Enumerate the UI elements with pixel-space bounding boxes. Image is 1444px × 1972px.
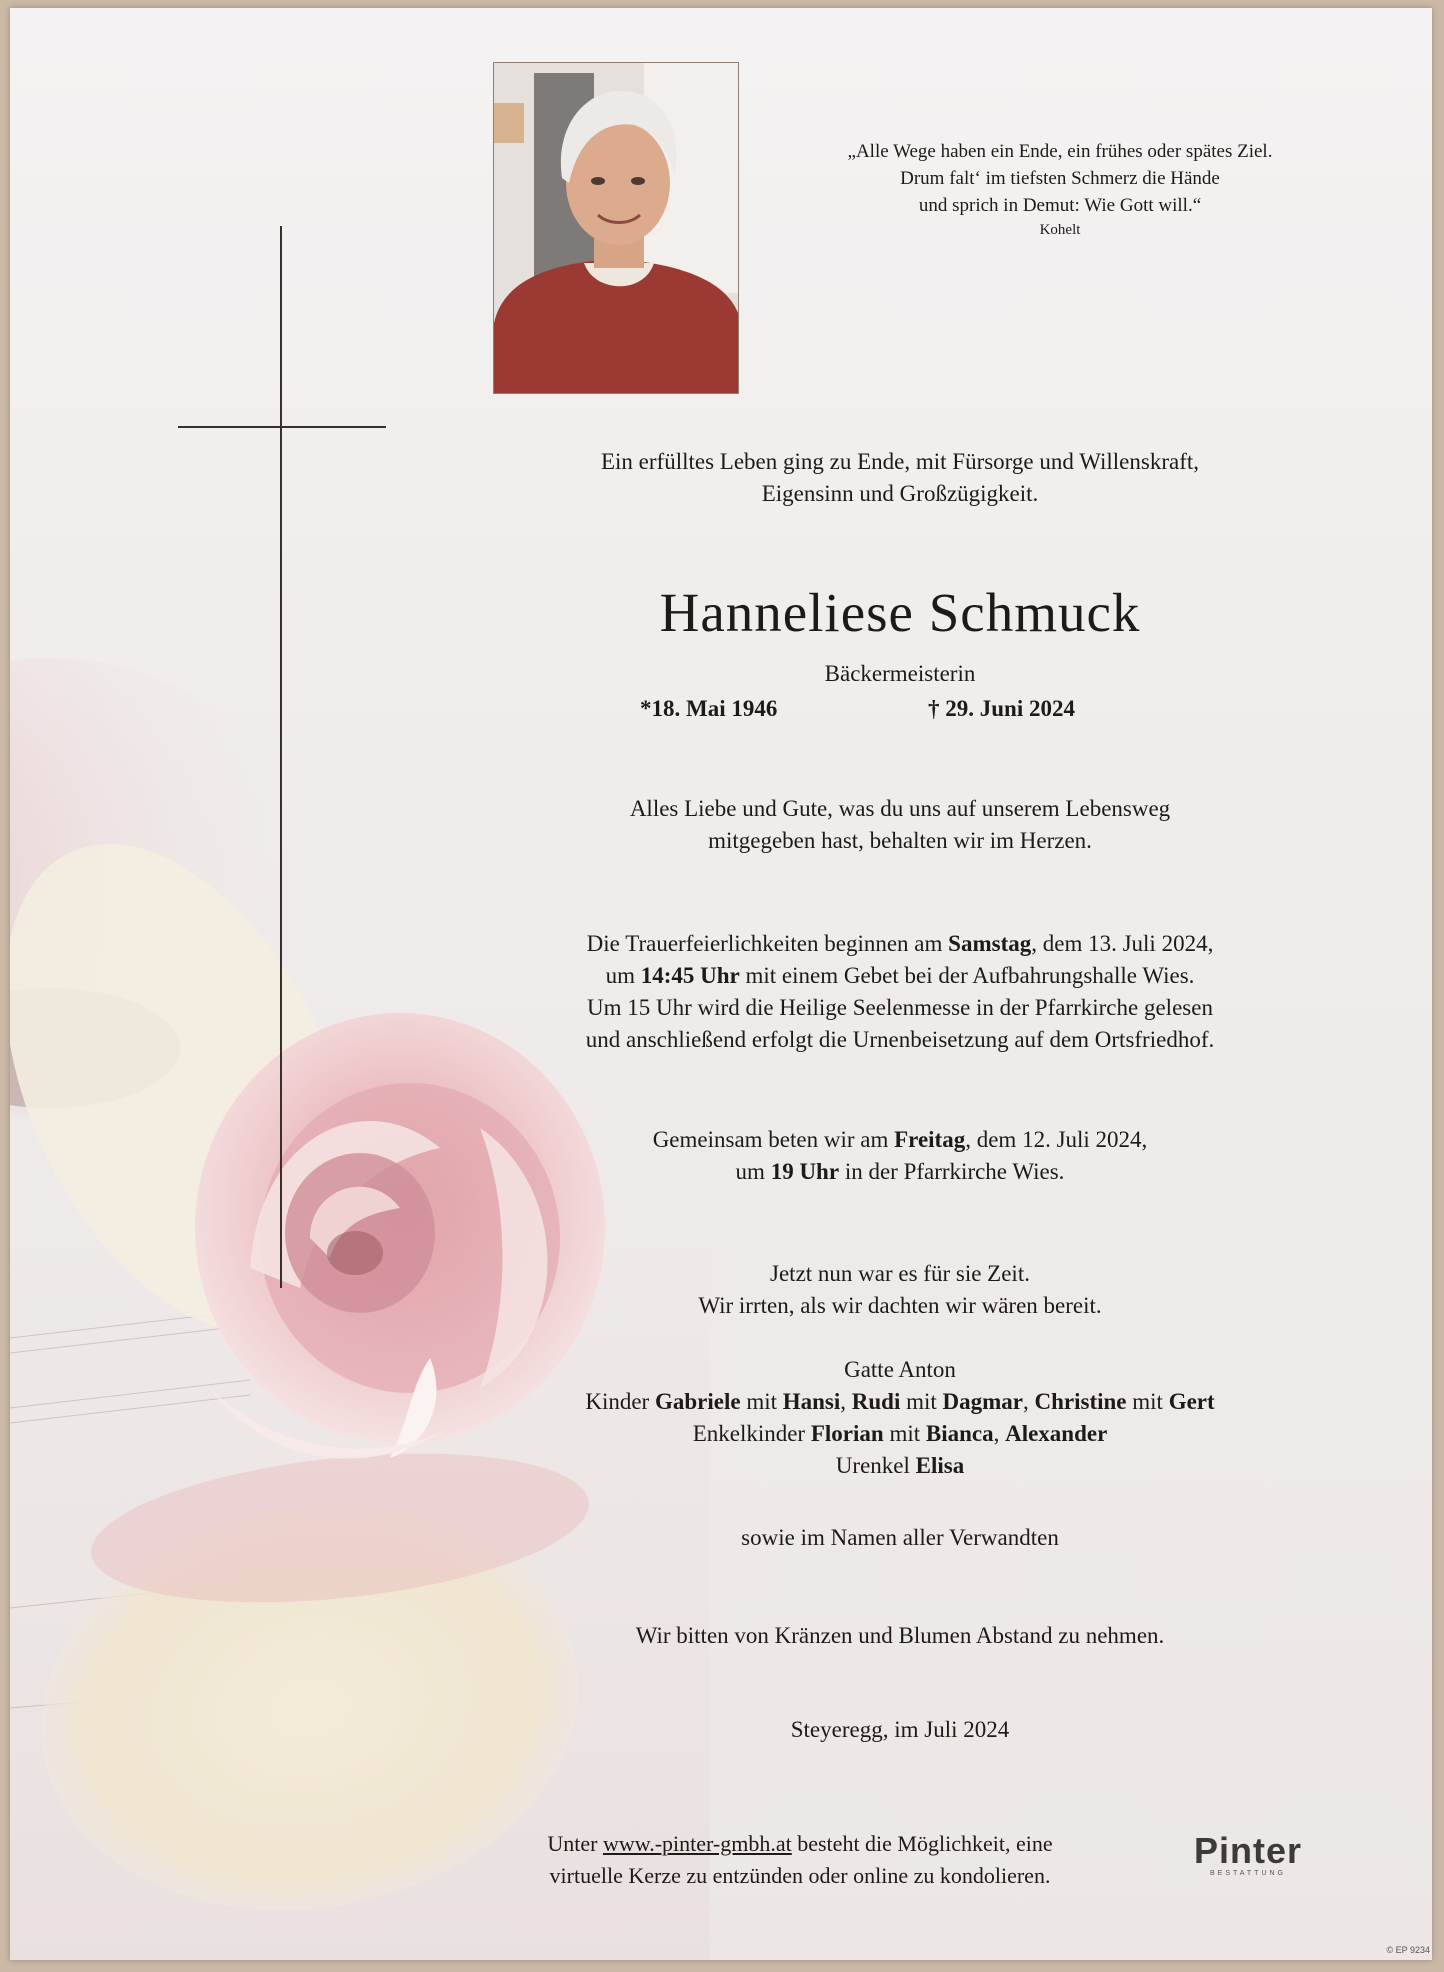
death-date: † 29. Juni 2024 [928,696,1075,721]
footer-line-2: virtuelle Kerze zu entzünden oder online zu kondolieren. [549,1863,1051,1888]
logo-subtitle: BESTATTUNG [1209,1870,1287,1877]
cross-vertical-bar [280,226,282,1288]
prayer-line-2: um 19 Uhr in der Pfarrkirche Wies. [735,1159,1065,1184]
family-greatgrandchildren: Urenkel Elisa [835,1453,965,1478]
farewell-line-2: mitgegeben hast, behalten wir im Herzen. [708,828,1092,853]
birth-date: *18. Mai 1946 [640,696,778,721]
verse-block [450,1258,1350,1322]
family-children: Kinder Gabriele mit Hansi, Rudi mit Dagmar, Christine mit Gert [585,1389,1215,1414]
portrait-photo [493,62,739,394]
condolence-footer [470,1828,1130,1892]
quote-block [770,138,1350,241]
prayer-details [450,1124,1350,1188]
quote-line-2: Drum falt‘ im tiefsten Schmerz die Hände [900,168,1220,189]
funeral-time: 14:45 Uhr [640,963,740,988]
pinter-logo [1178,1832,1318,1877]
intro-line-2: Eigensinn und Großzügigkeit. [761,481,1039,506]
funeral-line-4: und anschließend erfolgt die Urnenbeisetzung auf dem Ortsfriedhof. [585,1027,1215,1052]
deceased-name: Hanneliese Schmuck [659,582,1141,643]
family-grandchildren: Enkelkinder Florian mit Bianca, Alexander [692,1421,1108,1446]
intro-text [450,446,1350,510]
quote-source: Kohelt [1039,222,1081,238]
funeral-details [450,928,1350,1056]
verse-line-2: Wir irrten, als wir dachten wir wären bereit. [698,1293,1102,1318]
farewell-message [450,793,1350,857]
farewell-line-1: Alles Liebe und Gute, was du uns auf unserem Lebensweg [629,796,1171,821]
verse-line-1: Jetzt nun war es für sie Zeit. [770,1261,1030,1286]
logo-wordmark: Pinter [1193,1830,1303,1871]
prayer-day: Freitag [894,1127,966,1152]
prayer-time: 19 Uhr [770,1159,840,1184]
funeral-line-2: um 14:45 Uhr mit einem Gebet bei der Aufbahrungshalle Wies. [605,963,1195,988]
intro-line-1: Ein erfülltes Leben ging zu Ende, mit Fürsorge und Willenskraft, [600,449,1199,474]
quote-line-3: und sprich in Demut: Wie Gott will.“ [918,195,1202,216]
family-husband: Gatte Anton [844,1357,956,1382]
family-list [450,1354,1350,1482]
deceased-profession: Bäckermeisterin [824,661,976,686]
footer-line-1: Unter www.-pinter-gmbh.at besteht die Möglichkeit, eine [547,1831,1053,1856]
funeral-line-1: Die Trauerfeierlichkeiten beginnen am Samstag, dem 13. Juli 2024, [586,931,1214,956]
flowers-request: Wir bitten von Kränzen und Blumen Abstand zu nehmen. [635,1623,1165,1648]
quote-line-1: „Alle Wege haben ein Ende, ein frühes oder spätes Ziel. [847,141,1273,162]
obituary-card [10,8,1432,1960]
funeral-day: Samstag [948,931,1032,956]
prayer-line-1: Gemeinsam beten wir am Freitag, dem 12. Juli 2024, [652,1127,1148,1152]
funeral-line-3: Um 15 Uhr wird die Heilige Seelenmesse in der Pfarrkirche gelesen [587,995,1213,1020]
place-date: Steyeregg, im Juli 2024 [790,1717,1010,1742]
relatives-line: sowie im Namen aller Verwandten [741,1525,1059,1550]
print-code: © EP 9234 [1386,1945,1430,1955]
cross-horizontal-bar [178,426,386,428]
website-link[interactable]: www.-pinter-gmbh.at [602,1831,792,1856]
